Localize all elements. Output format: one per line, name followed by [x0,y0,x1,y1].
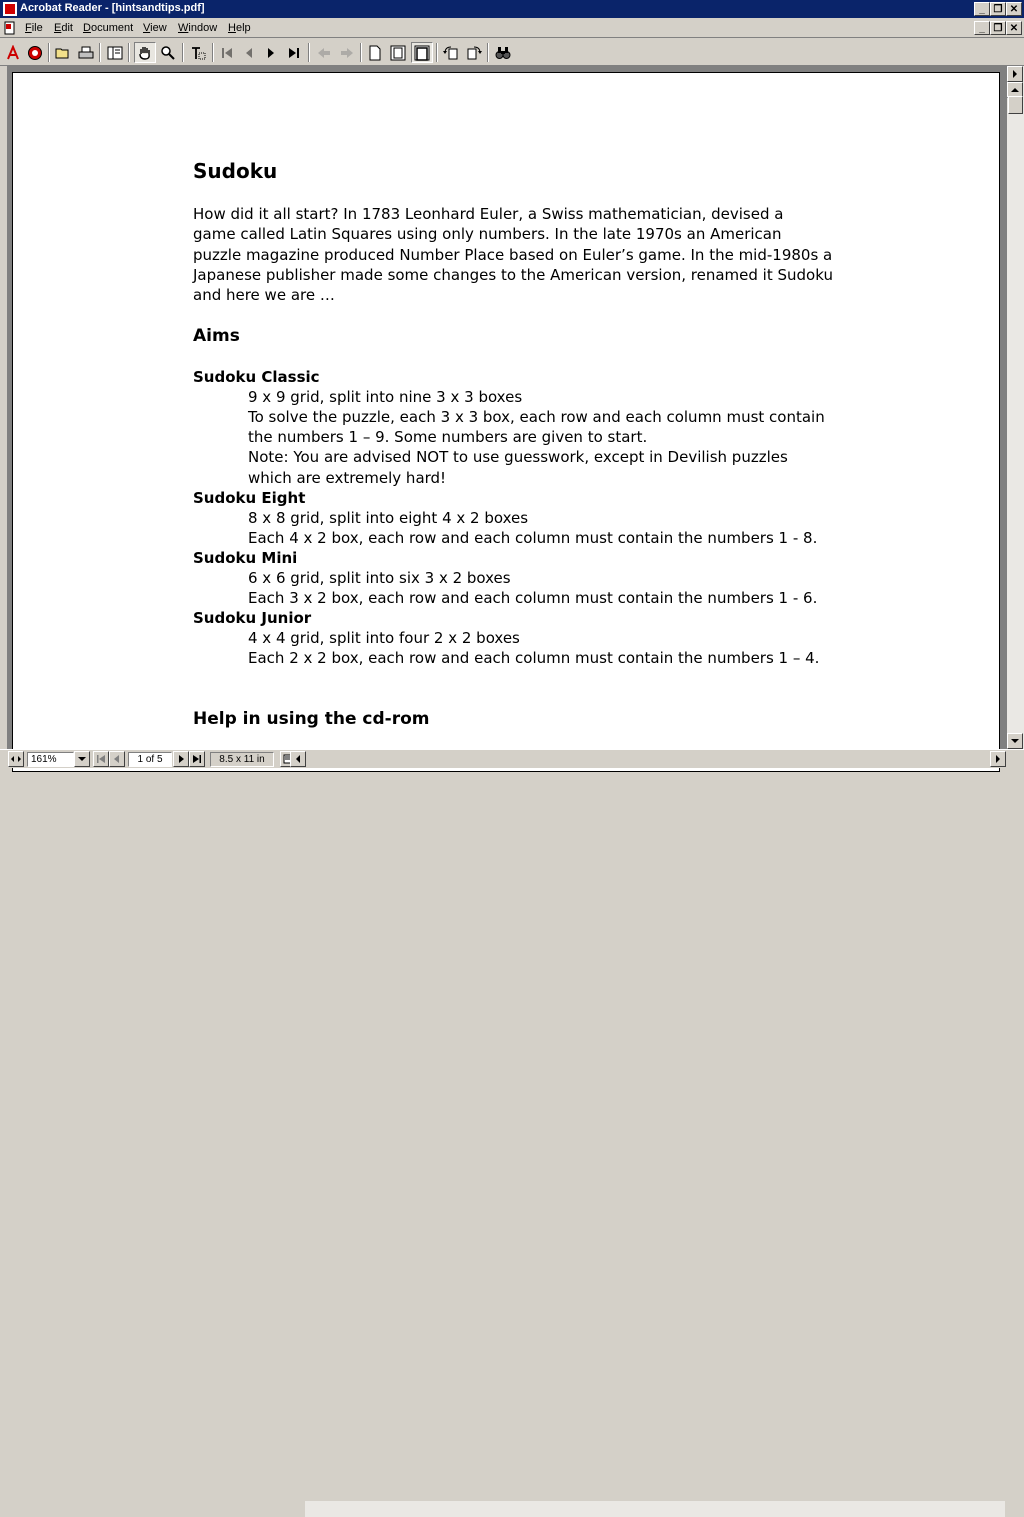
status-previous-page-icon[interactable] [109,751,125,767]
fit-width-icon[interactable] [411,42,433,63]
text-select-tool-icon[interactable] [187,42,209,63]
status-next-page-icon[interactable] [173,751,189,767]
go-forward-icon[interactable] [336,42,358,63]
actual-size-icon[interactable] [364,42,386,63]
help-heading: Help in using the cd-rom [193,709,430,729]
navigation-pane-edge[interactable] [0,66,8,749]
intro-line: How did it all start? In 1783 Leonhard Euler, a Swiss mathematician, devised a [193,205,784,223]
section-line: Each 3 x 2 box, each row and each column must contain the numbers 1 - 6. [248,589,818,607]
acrobat-online-icon[interactable] [24,42,46,63]
section-title-classic: Sudoku Classic [193,368,320,386]
menu-window[interactable]: Window [178,22,218,34]
intro-line: puzzle magazine produced Number Place based on Euler’s game. In the mid-1980s a [193,246,833,264]
intro-line: Japanese publisher made some changes to the American version, renamed it Sudoku [193,266,833,284]
document-icon[interactable] [3,21,17,35]
section-line: the numbers 1 – 9. Some numbers are given to start. [248,428,648,446]
open-file-icon[interactable] [52,42,74,63]
print-icon[interactable] [75,42,97,63]
section-line: To solve the puzzle, each 3 x 3 box, each row and each column must contain [248,408,825,426]
scroll-left-button[interactable] [290,751,306,767]
split-handle-icon[interactable] [8,751,24,767]
hand-tool-icon[interactable] [134,42,156,63]
title-bar [0,0,1024,18]
restore-button[interactable]: ❐ [990,2,1006,16]
next-page-icon[interactable] [260,42,282,63]
menu-file[interactable]: File [25,22,43,34]
section-title-junior: Sudoku Junior [193,609,312,627]
section-title-mini: Sudoku Mini [193,549,298,567]
status-first-page-icon[interactable] [93,751,109,767]
status-last-page-icon[interactable] [189,751,205,767]
horizontal-scrollbar[interactable] [305,1501,1005,1517]
menu-edit[interactable]: Edit [54,22,73,34]
close-button[interactable]: ✕ [1006,2,1022,16]
menu-view[interactable]: View [143,22,167,34]
doc-close-button[interactable]: ✕ [1006,21,1022,35]
page-title: Sudoku [193,159,278,183]
intro-line: game called Latin Squares using only numbers. In the late 1970s an American [193,225,782,243]
section-title-eight: Sudoku Eight [193,489,306,507]
page-size-field: 8.5 x 11 in [210,752,274,767]
section-line: Note: You are advised NOT to use guesswork, except in Devilish puzzles [248,448,788,466]
minimize-button[interactable]: _ [974,2,990,16]
go-back-icon[interactable] [313,42,335,63]
doc-minimize-button[interactable]: _ [974,21,990,35]
first-page-icon[interactable] [216,42,238,63]
section-line: Each 2 x 2 box, each row and each column must contain the numbers 1 – 4. [248,649,820,667]
section-line: Each 4 x 2 box, each row and each column must contain the numbers 1 - 8. [248,529,818,547]
vertical-scrollbar[interactable] [1007,66,1024,749]
menu-document[interactable]: Document [83,22,134,34]
section-line: which are extremely hard! [248,469,447,487]
section-line: 4 x 4 grid, split into four 2 x 2 boxes [248,629,520,647]
doc-restore-button[interactable]: ❐ [990,21,1006,35]
last-page-icon[interactable] [283,42,305,63]
intro-line: and here we are … [193,286,335,304]
menu-bar [0,18,1024,38]
toolbar [0,39,1024,66]
scroll-right-button[interactable] [990,751,1006,767]
pdf-page[interactable] [12,72,1000,772]
page-indicator[interactable]: 1 of 5 [128,752,172,767]
zoom-dropdown-icon[interactable] [74,751,90,767]
section-line: 9 x 9 grid, split into nine 3 x 3 boxes [248,388,523,406]
status-bar [0,749,1024,768]
acrobat-logo-icon[interactable] [2,42,24,63]
scroll-down-button[interactable] [1007,733,1023,749]
find-icon[interactable] [492,42,514,63]
window-title: Acrobat Reader - [hintsandtips.pdf] [20,2,205,14]
section-line: 6 x 6 grid, split into six 3 x 2 boxes [248,569,511,587]
aims-heading: Aims [193,326,240,346]
rotate-left-icon[interactable] [440,42,462,63]
section-line: 8 x 8 grid, split into eight 4 x 2 boxes [248,509,529,527]
rotate-right-icon[interactable] [463,42,485,63]
zoom-field[interactable]: 161% [27,752,74,767]
zoom-tool-icon[interactable] [157,42,179,63]
scroll-right-pane-icon[interactable] [1007,66,1023,82]
menu-help[interactable]: Help [228,22,251,34]
show-navigation-pane-icon[interactable] [104,42,126,63]
fit-in-window-icon[interactable] [387,42,409,63]
scroll-thumb[interactable] [1008,96,1023,114]
previous-page-icon[interactable] [238,42,260,63]
acrobat-app-icon[interactable] [3,2,17,16]
